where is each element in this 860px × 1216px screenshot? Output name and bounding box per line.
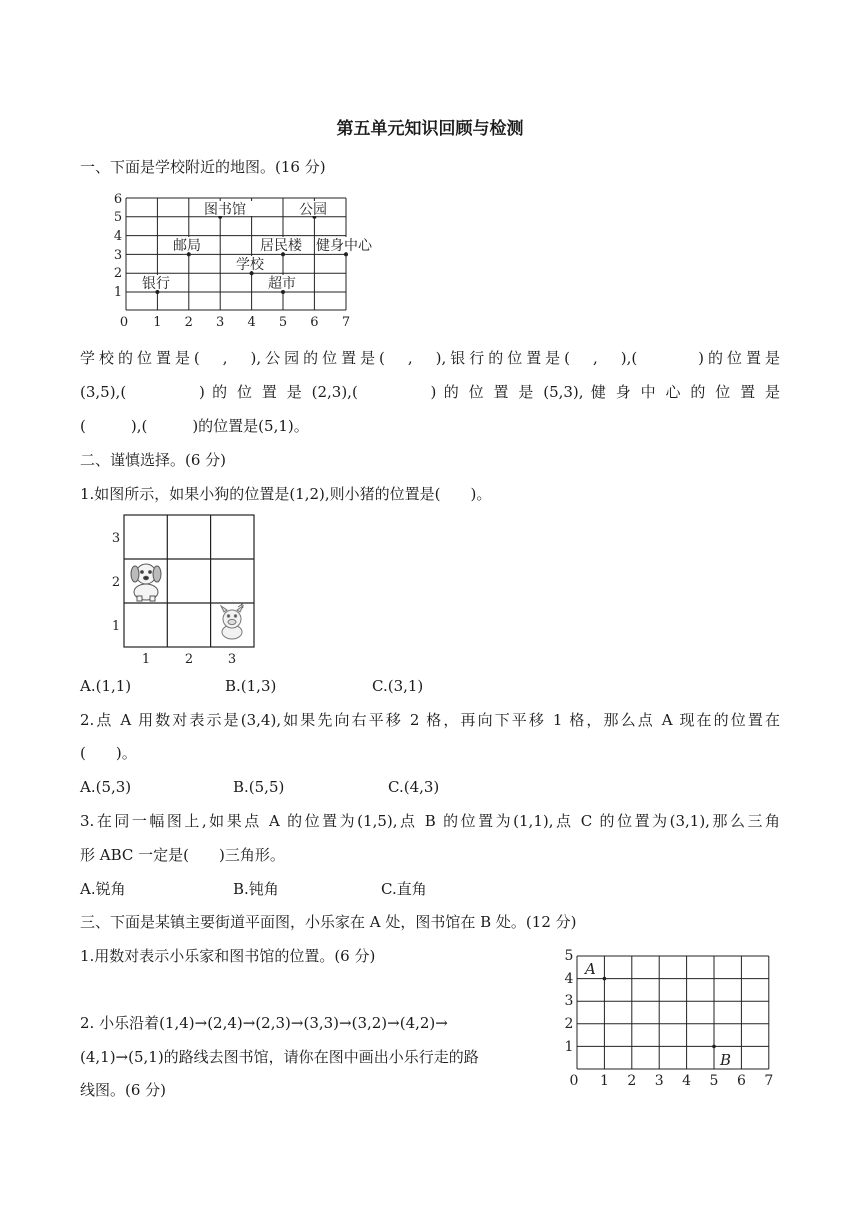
q1-grid-y-2: 2: [111, 575, 121, 590]
part2-q2-line2: ( )。: [80, 744, 137, 762]
map-label-library: 图书馆: [204, 202, 246, 218]
q1-option-a: A.(1,1): [80, 677, 132, 695]
street-x-3: 3: [654, 1073, 664, 1089]
map-label-bank: 银行: [142, 276, 170, 292]
street-x-1: 1: [599, 1073, 609, 1089]
street-label-a: A: [585, 960, 596, 978]
street-x-5: 5: [709, 1073, 719, 1089]
part2-q3-line2: 形 ABC 一定是( )三角形。: [80, 846, 285, 864]
q3-option-c: C.直角: [381, 880, 427, 898]
q1-grid-y-3: 3: [111, 531, 121, 546]
part1-line2: (3,5),( ) 的 位 置 是 (2,3),( ) 的 位 置 是 (5,3), 健 身 中 心 的 位 置 是: [80, 383, 780, 401]
map-x-7: 7: [341, 315, 351, 330]
part3-q2-line2: (4,1)→(5,1)的路线去图书馆，请你在图中画出小乐行走的路: [80, 1048, 479, 1066]
map-x-6: 6: [310, 315, 319, 330]
dog-icon: [131, 564, 161, 601]
q1-grid-x-1: 1: [141, 652, 151, 667]
q2-option-c: C.(4,3): [388, 778, 440, 796]
q1-option-b: B.(1,3): [225, 677, 277, 695]
q3-option-b: B.钝角: [233, 880, 279, 898]
map-label-residential: 居民楼: [260, 238, 302, 254]
street-y-5: 5: [564, 948, 574, 964]
street-grid-figure: [560, 944, 784, 1090]
map-label-supermarket: 超市: [268, 276, 296, 292]
map-x-4: 4: [247, 315, 256, 330]
part1-heading: 一、下面是学校附近的地图。(16 分): [80, 158, 326, 176]
part3-heading: 三、下面是某镇主要街道平面图，小乐家在 A 处，图书馆在 B 处。(12 分): [80, 913, 577, 931]
part3-q2-line3: 线图。(6 分): [80, 1081, 167, 1099]
map-y-4: 4: [113, 229, 123, 244]
part2-q3-line1: 3.在同一幅图上,如果点 A 的位置为(1,5),点 B 的位置为(1,1),点 C 的位置为(3,1),那么三角: [80, 812, 780, 830]
part2-heading: 二、谨慎选择。(6 分): [80, 451, 227, 469]
map-label-school: 学校: [236, 257, 264, 273]
q1-grid-y-1: 1: [111, 619, 121, 634]
map-label-park: 公园: [299, 202, 327, 218]
map-y-5: 5: [113, 210, 123, 225]
street-y-3: 3: [564, 993, 574, 1009]
map-x-3: 3: [216, 315, 225, 330]
street-x-7: 7: [764, 1073, 774, 1089]
page-title: 第五单元知识回顾与检测: [336, 119, 524, 139]
q2-option-b: B.(5,5): [233, 778, 285, 796]
part3-q2-line1: 2. 小乐沿着(1,4)→(2,4)→(2,3)→(3,3)→(3,2)→(4,2)→: [80, 1014, 448, 1032]
animal-grid-figure: [106, 512, 266, 668]
q1-option-c: C.(3,1): [372, 677, 424, 695]
part1-line3: ( ),( )的位置是(5,1)。: [80, 417, 309, 435]
part2-q1: 1.如图所示，如果小狗的位置是(1,2),则小猪的位置是( )。: [80, 485, 492, 503]
map-label-fitness: 健身中心: [316, 238, 372, 254]
q1-grid-x-2: 2: [184, 652, 194, 667]
q1-grid-x-3: 3: [227, 652, 237, 667]
street-point-a: [603, 977, 607, 981]
map-x-1: 1: [153, 315, 162, 330]
map-x-5: 5: [278, 315, 288, 330]
street-y-2: 2: [564, 1016, 574, 1032]
map-y-3: 3: [113, 248, 123, 263]
street-y-4: 4: [564, 971, 574, 987]
street-y-1: 1: [564, 1039, 574, 1055]
map-x-0: 0: [119, 315, 129, 330]
part1-line1: 学校的位置是( , ),公园的位置是( , ),银行的位置是( , ),( )的位置是: [80, 349, 780, 367]
part2-q2-line1: 2.点 A 用数对表示是(3,4),如果先向右平移 2 格，再向下平移 1 格，那么点 A 现在的位置在: [80, 711, 780, 729]
map-label-post-office: 邮局: [173, 238, 201, 254]
map-y-6: 6: [113, 192, 123, 207]
street-x-2: 2: [627, 1073, 637, 1089]
map-y-1: 1: [113, 285, 123, 300]
street-point-b: [712, 1045, 716, 1049]
map-y-2: 2: [113, 266, 123, 281]
street-label-b: B: [720, 1051, 732, 1069]
part3-q1: 1.用数对表示小乐家和图书馆的位置。(6 分): [80, 947, 376, 965]
street-x-0: 0: [569, 1073, 579, 1089]
street-x-6: 6: [736, 1073, 746, 1089]
street-x-4: 4: [682, 1073, 692, 1089]
q3-option-a: A.锐角: [80, 880, 126, 898]
q2-option-a: A.(5,3): [80, 778, 132, 796]
map-x-2: 2: [184, 315, 193, 330]
school-map-figure: [108, 192, 408, 332]
pig-icon: [221, 603, 244, 639]
